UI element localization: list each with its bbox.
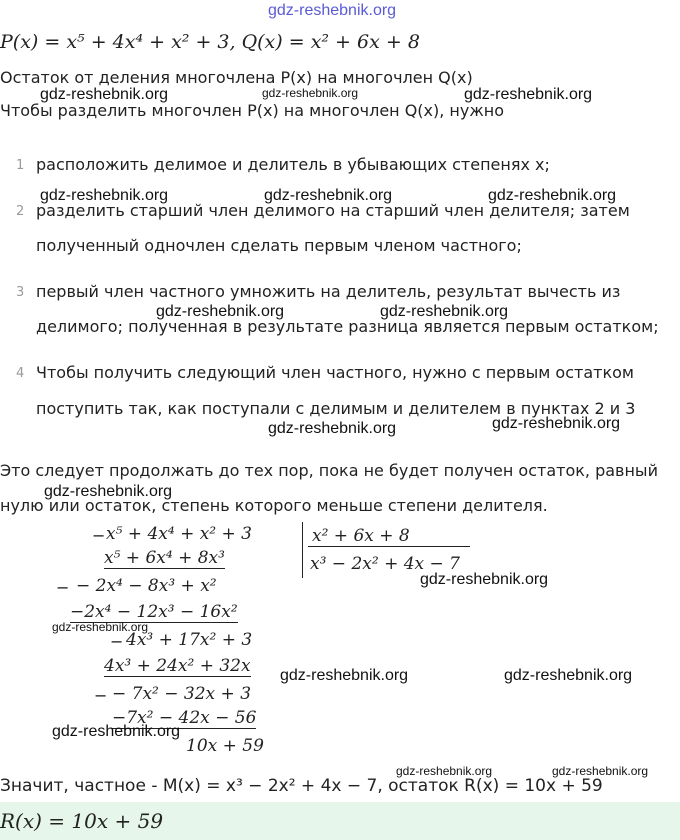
watermark: gdz-reshebnik.org (464, 86, 593, 103)
watermark: gdz-reshebnik.org (380, 303, 509, 320)
remainder-2: 4x³ + 17x² + 3 (126, 630, 253, 650)
step-4-line-1: Чтобы получить следующий член частного, нужно с первым остатком (36, 363, 634, 382)
watermark: gdz-reshebnik.org (52, 620, 149, 634)
subtrahend-4: −7x² − 42x − 56 (112, 708, 257, 728)
watermark: gdz-reshebnik.org (552, 764, 649, 778)
step-number-2: 2 (16, 204, 25, 219)
watermark: gdz-reshebnik.org (488, 187, 617, 204)
minus-sign-4: − (94, 686, 108, 705)
watermark: gdz-reshebnik.org (40, 86, 169, 103)
watermark: gdz-reshebnik.org (52, 723, 181, 740)
step-3-line-2: делимого; полученная в результате разница является первым остатком; (36, 317, 659, 336)
dividend: x⁵ + 4x⁴ + x² + 3 (106, 524, 252, 544)
polynomials-definition: P(x) = x⁵ + 4x⁴ + x² + 3, Q(x) = x² + 6x + 8 (0, 31, 420, 53)
watermark: gdz-reshebnik.org (504, 667, 633, 684)
minus-sign-1: − (92, 526, 106, 545)
minus-sign-3: − (110, 632, 124, 651)
watermark: gdz-reshebnik.org (44, 483, 173, 500)
final-remainder: 10x + 59 (186, 736, 264, 756)
watermark: gdz-reshebnik.org (396, 764, 493, 778)
quotient: x³ − 2x² + 4x − 7 (310, 554, 460, 574)
watermark: gdz-reshebnik.org (156, 303, 285, 320)
subtrahend-2: −2x⁴ − 12x³ − 16x² (70, 602, 238, 622)
watermark: gdz-reshebnik.org (280, 667, 409, 684)
step-3-line-1: первый член частного умножить на делитель, результат вычесть из (36, 282, 621, 301)
answer: R(x) = 10x + 59 (0, 809, 164, 833)
watermark: gdz-reshebnik.org (492, 415, 621, 432)
watermark-top: gdz-reshebnik.org (268, 2, 397, 19)
minus-sign-2: − (56, 578, 70, 597)
intro-line-2: Чтобы разделить многочлен P(x) на многочлен Q(x), нужно (0, 101, 505, 120)
step-number-4: 4 (16, 366, 25, 381)
step-number-3: 3 (16, 285, 25, 300)
step-2-line-2: полученный одночлен сделать первым членом частного; (36, 236, 522, 255)
continue-line-1: Это следует продолжать до тех пор, пока не будет получен остаток, равный (0, 461, 658, 480)
watermark: gdz-reshebnik.org (264, 187, 393, 204)
conclusion: Значит, частное - M(x) = x³ − 2x² + 4x − 7, остаток R(x) = 10x + 59 (0, 776, 603, 796)
step-2-line-1: разделить старший член делимого на старший член делителя; затем (36, 201, 630, 220)
watermark: gdz-reshebnik.org (262, 86, 359, 100)
divisor: x² + 6x + 8 (308, 526, 470, 547)
step-number-1: 1 (16, 158, 25, 173)
subtrahend-1: x⁵ + 6x⁴ + 8x³ (104, 548, 225, 568)
watermark: gdz-reshebnik.org (420, 571, 549, 588)
watermark: gdz-reshebnik.org (40, 187, 169, 204)
step-1-line-1: расположить делимое и делитель в убывающих степенях x; (36, 155, 550, 174)
division-bracket (302, 522, 303, 578)
intro-line-1: Остаток от деления многочлена P(x) на многочлен Q(x) (0, 68, 473, 87)
watermark: gdz-reshebnik.org (268, 420, 397, 437)
step-4-line-2: поступить так, как поступали с делимым и делителем в пунктах 2 и 3 (36, 399, 636, 418)
remainder-3: − 7x² − 32x + 3 (112, 684, 252, 704)
continue-line-2: нулю или остаток, степень которого меньше степени делителя. (0, 496, 548, 515)
subtrahend-3: 4x³ + 24x² + 32x (104, 656, 251, 676)
remainder-1: − 2x⁴ − 8x³ + x² (76, 576, 217, 596)
